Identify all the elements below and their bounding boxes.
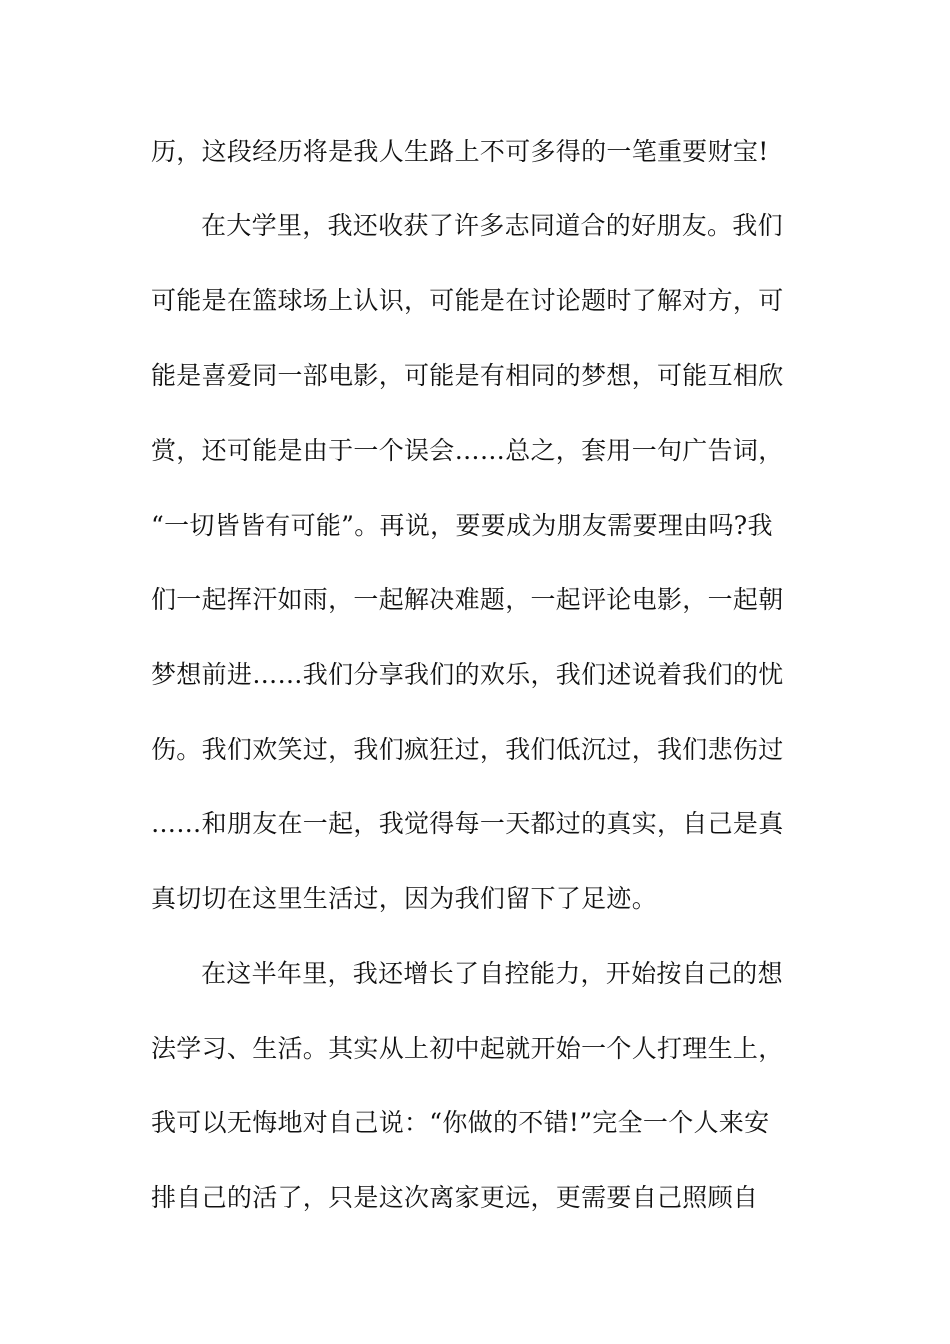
text-line-6: “一切皆皆有可能”。再说，要要成为朋友需要理由吗?我 — [151, 511, 773, 540]
text-line-14: 我可以无悔地对自己说：“你做的不错!”完全一个人来安 — [151, 1108, 770, 1137]
text-line-7: 们一起挥汗如雨，一起解决难题，一起评论电影，一起朝 — [151, 585, 784, 614]
text-line-3: 可能是在篮球场上认识，可能是在讨论题时了解对方，可 — [151, 286, 784, 315]
text-line-4: 能是喜爱同一部电影，可能是有相同的梦想，可能互相欣 — [151, 361, 784, 390]
text-line-12: 在这半年里，我还增长了自控能力，开始按自己的想 — [201, 959, 783, 988]
text-line-5: 赏，还可能是由于一个误会……总之，套用一句广告词， — [151, 436, 784, 465]
text-line-10: ……和朋友在一起，我觉得每一天都过的真实，自己是真 — [151, 809, 784, 838]
text-line-8: 梦想前进……我们分享我们的欢乐，我们述说着我们的忧 — [151, 660, 784, 689]
text-line-1: 历，这段经历将是我人生路上不可多得的一笔重要财宝! — [151, 137, 769, 166]
text-line-15: 排自己的活了，只是这次离家更远，更需要自己照顾自 — [151, 1183, 759, 1212]
text-line-2: 在大学里，我还收获了许多志同道合的好朋友。我们 — [201, 211, 783, 240]
text-line-9: 伤。我们欢笑过，我们疯狂过，我们低沉过，我们悲伤过 — [151, 735, 784, 764]
text-line-13: 法学习、生活。其实从上初中起就开始一个人打理生上， — [151, 1034, 784, 1063]
text-line-11: 真切切在这里生活过，因为我们留下了足迹。 — [151, 884, 658, 913]
